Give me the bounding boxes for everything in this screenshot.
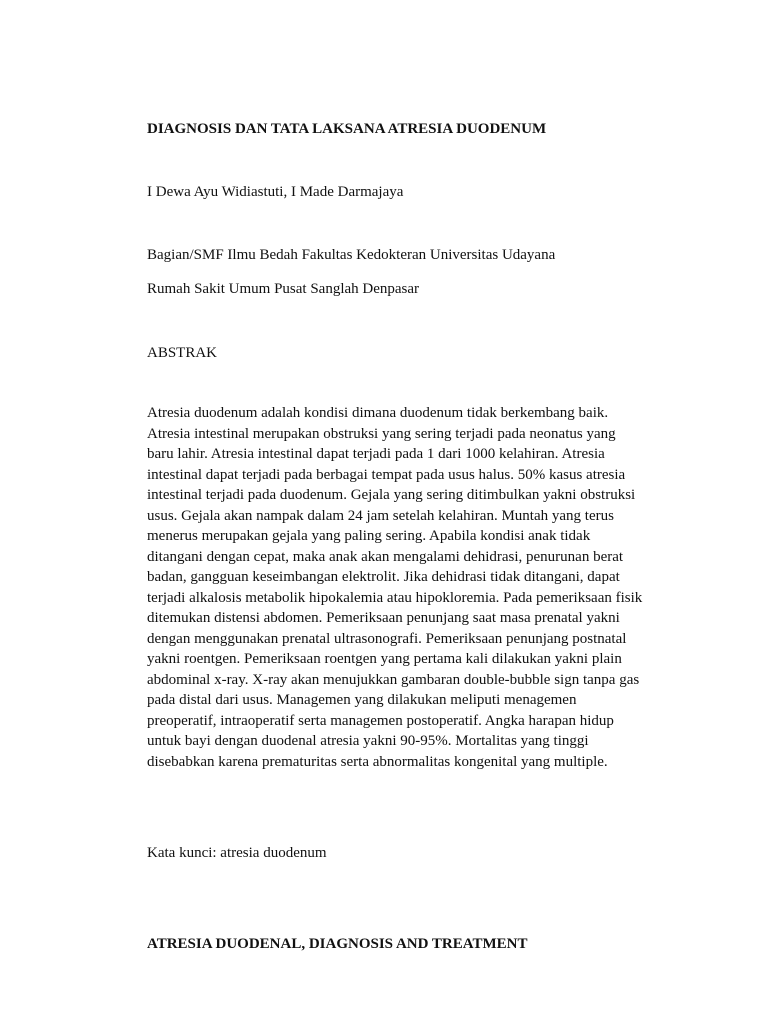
abstract-line: Atresia intestinal merupakan obstruksi yang sering terjadi pada neonatus yang bbox=[147, 425, 616, 442]
authors: I Dewa Ayu Widiastuti, I Made Darmajaya bbox=[147, 184, 404, 200]
abstract-line: intestinal dapat terjadi pada berbagai tempat pada usus halus. 50% kasus atresia bbox=[147, 466, 626, 483]
abstract-line: terjadi alkalosis metabolik hipokalemia atau hipokloremia. Pada pemeriksaan fisik bbox=[147, 589, 643, 606]
english-title: ATRESIA DUODENAL, DIAGNOSIS AND TREATMENT bbox=[147, 936, 528, 952]
abstract-line: intestinal terjadi pada duodenum. Gejala yang sering ditimbulkan yakni obstruksi bbox=[147, 487, 636, 503]
abstract-body bbox=[147, 403, 643, 772]
abstract-line: abdominal x-ray. X-ray akan menujukkan gambaran double-bubble sign tanpa gas bbox=[147, 671, 640, 688]
abstract-line: badan, gangguan keseimbangan elektrolit. Jika dehidrasi tidak ditangani, dapat bbox=[147, 569, 620, 585]
abstract-line: baru lahir. Atresia intestinal dapat terjadi pada 1 dari 1000 kelahiran. Atresia bbox=[147, 446, 605, 462]
abstract-line: untuk bayi dengan duodenal atresia yakni 90-95%. Mortalitas yang tinggi bbox=[147, 733, 589, 749]
affiliation-hospital: Rumah Sakit Umum Pusat Sanglah Denpasar bbox=[147, 281, 420, 297]
document-title: DIAGNOSIS DAN TATA LAKSANA ATRESIA DUODENUM bbox=[147, 121, 547, 137]
abstract-line: ditangani dengan cepat, maka anak akan mengalami dehidrasi, penurunan berat bbox=[147, 548, 624, 565]
abstract-line: Atresia duodenum adalah kondisi dimana duodenum tidak berkembang baik. bbox=[147, 405, 609, 421]
abstract-line: usus. Gejala akan nampak dalam 24 jam setelah kelahiran. Muntah yang terus bbox=[147, 507, 614, 524]
abstract-line: yakni roentgen. Pemeriksaan roentgen yang pertama kali dilakukan yakni plain bbox=[147, 651, 622, 667]
abstract-line: preoperatif, intraoperatif serta managemen postoperatif. Angka harapan hidup bbox=[147, 712, 614, 729]
abstract-line: dengan menggunakan prenatal ultrasonografi. Pemeriksaan penunjang postnatal bbox=[147, 630, 627, 647]
abstract-line: pada distal dari usus. Managemen yang dilakukan meliputi menagemen bbox=[147, 692, 577, 708]
abstract-line: menerus merupakan gejala yang paling sering. Apabila kondisi anak tidak bbox=[147, 528, 591, 544]
abstract-heading: ABSTRAK bbox=[147, 345, 218, 361]
abstract-line: disebabkan karena prematuritas serta abnormalitas kongenital yang multiple. bbox=[147, 753, 608, 770]
keywords: Kata kunci: atresia duodenum bbox=[147, 845, 327, 861]
affiliation-department: Bagian/SMF Ilmu Bedah Fakultas Kedokteran Universitas Udayana bbox=[147, 247, 556, 263]
abstract-line: ditemukan distensi abdomen. Pemeriksaan penunjang saat masa prenatal yakni bbox=[147, 610, 620, 626]
